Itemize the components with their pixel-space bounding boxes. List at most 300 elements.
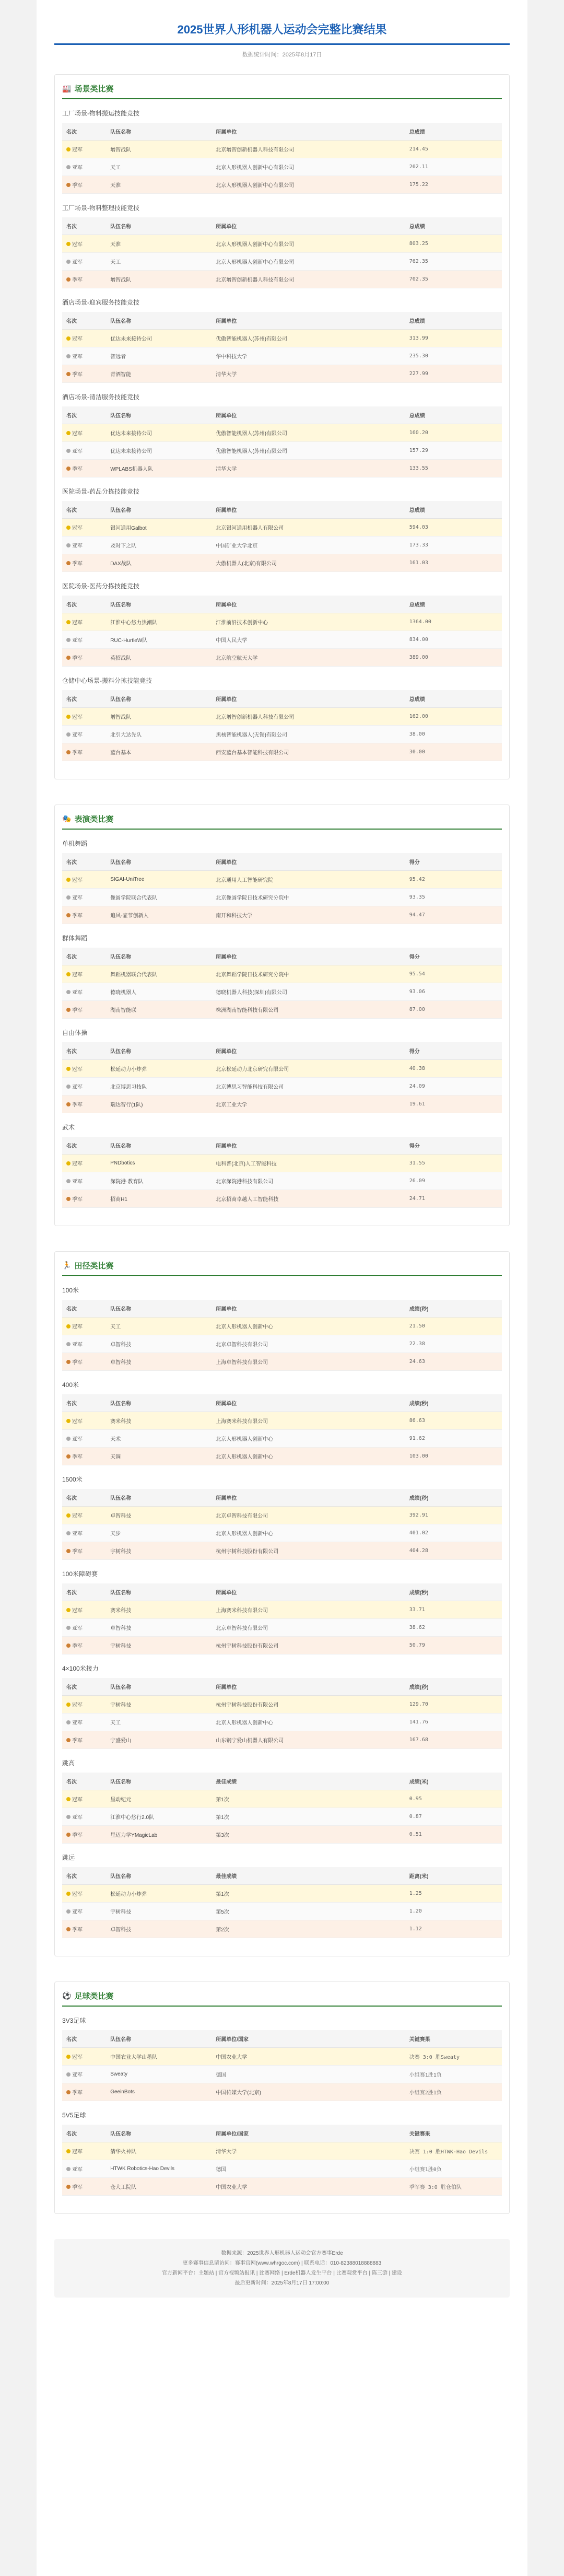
table-cell: 22.38	[405, 1335, 502, 1353]
category-title: 酒店场景-迎宾服务技能竞技	[62, 299, 139, 306]
table-cell: 167.68	[405, 1731, 502, 1749]
column-header: 成绩(米)	[405, 1773, 502, 1790]
table-row	[62, 141, 502, 158]
medal-icon	[66, 715, 70, 719]
table-cell: 卓智科技	[106, 1353, 212, 1371]
table-cell: 北京增智创新机器人科技有限公司	[212, 708, 405, 726]
table-cell: 中国人民大学	[212, 631, 405, 649]
category-title: 4×100米接力	[62, 1665, 99, 1672]
medal-icon	[66, 913, 70, 917]
results-table	[62, 853, 502, 924]
medal-icon	[66, 147, 70, 151]
medal-icon	[66, 620, 70, 624]
column-header: 队伍名称	[106, 1042, 212, 1060]
medal-icon	[66, 354, 70, 358]
table-row	[62, 253, 502, 271]
table-cell: 季军	[62, 2178, 106, 2196]
category-title: 100米	[62, 1287, 79, 1294]
footer-line-4: 最后更新时间：2025年8月17日 17:00:00	[234, 2280, 330, 2286]
table-cell: 优达未来接待公司	[106, 442, 212, 460]
category-title: 1500米	[62, 1476, 83, 1483]
section-title-text: 场景类比赛	[74, 85, 114, 94]
table-cell: 141.76	[405, 1714, 502, 1731]
medal-icon	[66, 1720, 70, 1724]
table-cell: 仓大工院队	[106, 2178, 212, 2196]
table-cell: 南开和科技大学	[212, 906, 405, 924]
results-table	[62, 1300, 502, 1371]
table-cell: 0.95	[405, 1790, 502, 1808]
column-header: 队伍名称	[106, 123, 212, 141]
table-cell: 杭州宇树科技股份有限公司	[212, 1542, 405, 1560]
table-cell: 北京人形机器人创新中心	[212, 1318, 405, 1335]
category-title: 3V3足球	[62, 2017, 86, 2024]
category-title: 群体舞蹈	[62, 935, 88, 942]
table-row	[62, 519, 502, 537]
medal-icon	[66, 1797, 70, 1801]
column-header: 总成绩	[405, 312, 502, 330]
table-cell: 北京松延动力北京研究有限公司	[212, 1060, 405, 1078]
table-cell: 冠军	[62, 424, 106, 442]
table-cell: 蓝台基本	[106, 743, 212, 761]
medal-icon	[66, 1833, 70, 1837]
table-row	[62, 2083, 502, 2101]
medal-icon	[66, 1815, 70, 1819]
table-row	[62, 347, 502, 365]
table-row	[62, 1790, 502, 1808]
table-cell: 天工	[106, 1714, 212, 1731]
table-cell: 天准	[106, 176, 212, 194]
medal-icon	[66, 972, 70, 976]
column-header: 所属单位	[212, 1042, 405, 1060]
section-title-text: 田径类比赛	[74, 1262, 114, 1270]
table-cell: 173.33	[405, 537, 502, 554]
table-cell: 94.47	[405, 906, 502, 924]
table-row	[62, 1060, 502, 1078]
table-row	[62, 889, 502, 906]
table-cell: 清华大学	[212, 2142, 405, 2160]
table-row	[62, 983, 502, 1001]
footer-line-3: 官方新闻平台：主题站 | 官方视频站报讯 | 比赛网络 | Erde机器人发生平台 | 比赛观赏平台 | 陈三游 | 建设	[161, 2270, 403, 2276]
table-cell: 北京卓智科技有限公司	[212, 1335, 405, 1353]
medal-icon	[66, 2167, 70, 2171]
table-cell: 追风-壶节创新人	[106, 906, 212, 924]
table-cell: 增智战队	[106, 708, 212, 726]
table-cell: 黑核智能机器人(无锡)有限公司	[212, 726, 405, 743]
table-row	[62, 1335, 502, 1353]
table-cell: 江淮前沿技术创新中心	[212, 613, 405, 631]
table-cell: 40.38	[405, 1060, 502, 1078]
column-header: 距离(米)	[405, 1867, 502, 1885]
column-header: 名次	[62, 690, 106, 708]
table-row	[62, 871, 502, 889]
table-cell: 北京增智创新机器人科技有限公司	[212, 271, 405, 288]
table-cell: 宇树科技	[106, 1696, 212, 1714]
medal-icon	[66, 1360, 70, 1364]
table-cell: 北京人形机器人创新中心有限公司	[212, 253, 405, 271]
table-cell: 亚军	[62, 1172, 106, 1190]
table-cell: 天工	[106, 158, 212, 176]
table-cell: 24.09	[405, 1078, 502, 1095]
table-cell: 上海卓智科技有限公司	[212, 1353, 405, 1371]
section-icon: 🎭	[62, 814, 72, 823]
table-row	[62, 235, 502, 253]
column-header: 所属单位	[212, 1489, 405, 1507]
column-header: 成绩(秒)	[405, 1300, 502, 1318]
results-table	[62, 690, 502, 761]
table-cell: 594.03	[405, 519, 502, 537]
table-row	[62, 726, 502, 743]
column-header: 所属单位	[212, 690, 405, 708]
results-table	[62, 1583, 502, 1654]
table-cell: 增智战队	[106, 141, 212, 158]
medal-icon	[66, 526, 70, 530]
medal-icon	[66, 260, 70, 264]
table-cell: 第1次	[212, 1808, 405, 1826]
medal-icon	[66, 1549, 70, 1553]
table-cell: 季军	[62, 1637, 106, 1654]
table-cell: 瑞达智行(1队)	[106, 1095, 212, 1113]
table-row	[62, 1696, 502, 1714]
category-title: 武术	[62, 1124, 75, 1131]
table-cell: 1.25	[405, 1885, 502, 1903]
table-cell: 冠军	[62, 1696, 106, 1714]
medal-icon	[66, 2090, 70, 2094]
table-cell: 389.00	[405, 649, 502, 667]
column-header: 成绩(秒)	[405, 1394, 502, 1412]
table-cell: 冠军	[62, 519, 106, 537]
table-cell: 133.55	[405, 460, 502, 477]
results-table	[62, 406, 502, 477]
table-row	[62, 1430, 502, 1448]
category-title: 跳远	[62, 1854, 75, 1861]
table-cell: GeeinBots	[106, 2083, 212, 2101]
column-header: 所属单位	[212, 501, 405, 519]
table-cell: 天术	[106, 1430, 212, 1448]
category-title: 5V5足球	[62, 2112, 86, 2119]
table-cell: 第3次	[212, 1826, 405, 1844]
section-title-text: 足球类比赛	[74, 1992, 114, 2001]
medal-icon	[66, 467, 70, 471]
medal-icon	[66, 336, 70, 341]
table-cell: 中国农业大学	[212, 2178, 405, 2196]
table-cell: 50.79	[405, 1637, 502, 1654]
medal-icon	[66, 2149, 70, 2153]
table-cell: 冠军	[62, 1507, 106, 1524]
table-cell: 21.50	[405, 1318, 502, 1335]
table-cell: 亚军	[62, 2066, 106, 2083]
table-row	[62, 1095, 502, 1113]
column-header: 队伍名称	[106, 1489, 212, 1507]
table-row	[62, 537, 502, 554]
table-cell: 第1次	[212, 1790, 405, 1808]
table-cell: 小组赛1胜0负	[405, 2160, 502, 2178]
table-cell: Sweaty	[106, 2066, 212, 2083]
table-row	[62, 1903, 502, 1920]
table-row	[62, 1078, 502, 1095]
table-cell: 235.30	[405, 347, 502, 365]
medal-icon	[66, 732, 70, 737]
table-cell: 北引大达先队	[106, 726, 212, 743]
table-cell: 26.09	[405, 1172, 502, 1190]
table-row	[62, 1637, 502, 1654]
medal-icon	[66, 1161, 70, 1165]
table-cell: 38.62	[405, 1619, 502, 1637]
table-cell: 北京人形机器人创新中心	[212, 1714, 405, 1731]
medal-icon	[66, 1085, 70, 1089]
footer-line-2: 更多赛事信息请访问：赛事官网(www.whrgoc.com) | 联系电话：010-82388018888883	[182, 2260, 382, 2266]
table-cell: 德国	[212, 2066, 405, 2083]
medal-icon	[66, 1067, 70, 1071]
column-header: 所属单位	[212, 406, 405, 424]
results-table	[62, 1489, 502, 1560]
table-row	[62, 631, 502, 649]
column-header: 队伍名称	[106, 853, 212, 871]
table-cell: WPLABS机器人队	[106, 460, 212, 477]
column-header: 名次	[62, 1300, 106, 1318]
page	[37, 0, 527, 2576]
column-header: 名次	[62, 406, 106, 424]
table-cell: 天工	[106, 253, 212, 271]
column-header: 名次	[62, 123, 106, 141]
table-cell: 季军	[62, 1920, 106, 1938]
column-header: 名次	[62, 1042, 106, 1060]
column-header: 总成绩	[405, 501, 502, 519]
table-cell: 星迈力学YMagicLab	[106, 1826, 212, 1844]
table-cell: 冠军	[62, 330, 106, 347]
table-cell: 天工	[106, 1318, 212, 1335]
table-cell: 北京银河通用机器人有限公司	[212, 519, 405, 537]
column-header: 名次	[62, 501, 106, 519]
table-cell: 160.20	[405, 424, 502, 442]
medal-icon	[66, 656, 70, 660]
column-header: 队伍名称	[106, 948, 212, 965]
table-cell: 天准	[106, 235, 212, 253]
table-cell: 季军	[62, 2083, 106, 2101]
table-cell: 清华大学	[212, 460, 405, 477]
table-cell: 湖南智能联	[106, 1001, 212, 1019]
table-cell: DAX战队	[106, 554, 212, 572]
table-cell: 中国农业大学	[212, 2048, 405, 2066]
column-header: 名次	[62, 312, 106, 330]
table-cell: 优傲智能机器人(苏州)有限公司	[212, 424, 405, 442]
results-table	[62, 1678, 502, 1749]
table-cell: 392.91	[405, 1507, 502, 1524]
column-header: 总成绩	[405, 123, 502, 141]
column-header: 所属单位	[212, 1678, 405, 1696]
table-cell: 175.22	[405, 176, 502, 194]
table-row	[62, 743, 502, 761]
table-row	[62, 1601, 502, 1619]
table-cell: 北京通用人工智能研究院	[212, 871, 405, 889]
table-row	[62, 965, 502, 983]
table-cell: 季军赛 3:0 胜仓伯队	[405, 2178, 502, 2196]
category-title: 单机舞蹈	[62, 840, 88, 847]
column-header: 队伍名称	[106, 690, 212, 708]
table-cell: 冠军	[62, 1155, 106, 1172]
medal-icon	[66, 1342, 70, 1346]
medal-icon	[66, 895, 70, 900]
table-cell: 157.29	[405, 442, 502, 460]
table-row	[62, 906, 502, 924]
section	[54, 805, 510, 1226]
medal-icon	[66, 1437, 70, 1441]
column-header: 所属单位	[212, 1137, 405, 1155]
medal-icon	[66, 2185, 70, 2189]
footer-line-1: 数据来源：2025世界人形机器人运动会官方赛事Erde	[221, 2251, 343, 2256]
table-row	[62, 442, 502, 460]
table-cell: 冠军	[62, 708, 106, 726]
medal-icon	[66, 1008, 70, 1012]
table-cell: 星动纪元	[106, 1790, 212, 1808]
table-cell: 227.99	[405, 365, 502, 383]
table-cell: 西安蓝台基本智能科技有限公司	[212, 743, 405, 761]
table-row	[62, 2160, 502, 2178]
table-cell: 亚军	[62, 1903, 106, 1920]
table-cell: 0.51	[405, 1826, 502, 1844]
medal-icon	[66, 543, 70, 547]
table-cell: 95.42	[405, 871, 502, 889]
table-cell: 天步	[106, 1524, 212, 1542]
table-cell: 宇树科技	[106, 1637, 212, 1654]
table-cell: 季军	[62, 554, 106, 572]
table-cell: 赛米科技	[106, 1601, 212, 1619]
table-cell: HTWK Robotics-Hao Devils	[106, 2160, 212, 2178]
results-table	[62, 217, 502, 288]
table-cell: 1364.00	[405, 613, 502, 631]
section-icon: ⚽	[62, 1991, 72, 2000]
table-cell: 北京增智创新机器人科技有限公司	[212, 141, 405, 158]
table-cell: 宁盛爱山	[106, 1731, 212, 1749]
table-cell: 优傲智能机器人(苏州)有限公司	[212, 330, 405, 347]
results-table	[62, 1042, 502, 1113]
table-row	[62, 1885, 502, 1903]
medal-icon	[66, 990, 70, 994]
table-cell: 214.45	[405, 141, 502, 158]
table-cell: 山东钢宁爱山机器人有限公司	[212, 1731, 405, 1749]
column-header: 名次	[62, 1394, 106, 1412]
medal-icon	[66, 1892, 70, 1896]
table-cell: 季军	[62, 1542, 106, 1560]
column-header: 队伍名称	[106, 1773, 212, 1790]
page-subtitle: 数据统计时间：2025年8月17日	[242, 52, 322, 58]
results-table	[62, 123, 502, 194]
medal-icon	[66, 1324, 70, 1328]
column-header: 得分	[405, 1137, 502, 1155]
table-cell: 季军	[62, 1353, 106, 1371]
table-row	[62, 2178, 502, 2196]
table-cell: 季军	[62, 1731, 106, 1749]
table-row	[62, 1001, 502, 1019]
results-table	[62, 1394, 502, 1465]
table-cell: 大傲机器人(北京)有限公司	[212, 554, 405, 572]
results-table	[62, 1867, 502, 1938]
table-row	[62, 1731, 502, 1749]
table-cell: 宇树科技	[106, 1542, 212, 1560]
category-title: 医院场景-药品分拣技能竞技	[62, 488, 139, 495]
table-cell: 33.71	[405, 1601, 502, 1619]
column-header: 所属单位	[212, 1394, 405, 1412]
medal-icon	[66, 1927, 70, 1931]
table-row	[62, 1448, 502, 1465]
table-cell: 19.61	[405, 1095, 502, 1113]
section-title	[62, 1260, 502, 1276]
table-cell: 24.71	[405, 1190, 502, 1208]
table-cell: 季军	[62, 1448, 106, 1465]
table-cell: 卓智科技	[106, 1619, 212, 1637]
column-header: 总成绩	[405, 596, 502, 613]
section-icon: 🏭	[62, 84, 72, 92]
medal-icon	[66, 183, 70, 187]
column-header: 所属单位/国家	[212, 2030, 405, 2048]
table-cell: 亚军	[62, 1430, 106, 1448]
results-table	[62, 596, 502, 667]
column-header: 所属单位	[212, 1583, 405, 1601]
table-cell: 冠军	[62, 871, 106, 889]
table-cell: 北京人形机器人创新中心有限公司	[212, 176, 405, 194]
table-cell: 冠军	[62, 1885, 106, 1903]
table-cell: 北京博思习技队	[106, 1078, 212, 1095]
table-cell: 季军	[62, 649, 106, 667]
table-cell: 清华大学	[212, 365, 405, 383]
table-cell: 亚军	[62, 1078, 106, 1095]
column-header: 名次	[62, 853, 106, 871]
table-cell: 北京人形机器人创新中心	[212, 1448, 405, 1465]
table-cell: 上海赛米科技有限公司	[212, 1412, 405, 1430]
table-cell: 季军	[62, 176, 106, 194]
table-cell: 宇树科技	[106, 1903, 212, 1920]
medal-icon	[66, 1738, 70, 1742]
column-header: 队伍名称	[106, 2030, 212, 2048]
medal-icon	[66, 1703, 70, 1707]
table-cell: 电科普(北京)人工智能科技	[212, 1155, 405, 1172]
table-cell: 161.03	[405, 554, 502, 572]
medal-icon	[66, 372, 70, 376]
table-cell: 冠军	[62, 1601, 106, 1619]
table-cell: 162.00	[405, 708, 502, 726]
table-cell: 202.11	[405, 158, 502, 176]
table-cell: 株洲湖南智能科技有限公司	[212, 1001, 405, 1019]
table-row	[62, 1353, 502, 1371]
table-cell: 清华火神队	[106, 2142, 212, 2160]
table-cell: 亚军	[62, 1808, 106, 1826]
medal-icon	[66, 878, 70, 882]
table-cell: 亚军	[62, 158, 106, 176]
column-header: 成绩(秒)	[405, 1678, 502, 1696]
column-header: 名次	[62, 1773, 106, 1790]
table-cell: 103.00	[405, 1448, 502, 1465]
column-header: 得分	[405, 948, 502, 965]
table-row	[62, 424, 502, 442]
column-header: 队伍名称	[106, 406, 212, 424]
category-title: 400米	[62, 1381, 79, 1389]
table-cell: 38.00	[405, 726, 502, 743]
table-cell: 小组赛1胜1负	[405, 2066, 502, 2083]
table-cell: 24.63	[405, 1353, 502, 1371]
table-cell: 天调	[106, 1448, 212, 1465]
column-header: 所属单位	[212, 1300, 405, 1318]
table-cell: 北京工业大学	[212, 1095, 405, 1113]
column-header: 成绩(秒)	[405, 1489, 502, 1507]
table-cell: 德国	[212, 2160, 405, 2178]
medal-icon	[66, 1626, 70, 1630]
column-header: 名次	[62, 1489, 106, 1507]
table-cell: 德晓机器人	[106, 983, 212, 1001]
column-header: 所属单位	[212, 853, 405, 871]
table-cell: 95.54	[405, 965, 502, 983]
table-cell: 松延动力小炸弹	[106, 1885, 212, 1903]
column-header: 名次	[62, 217, 106, 235]
medal-icon	[66, 1608, 70, 1612]
